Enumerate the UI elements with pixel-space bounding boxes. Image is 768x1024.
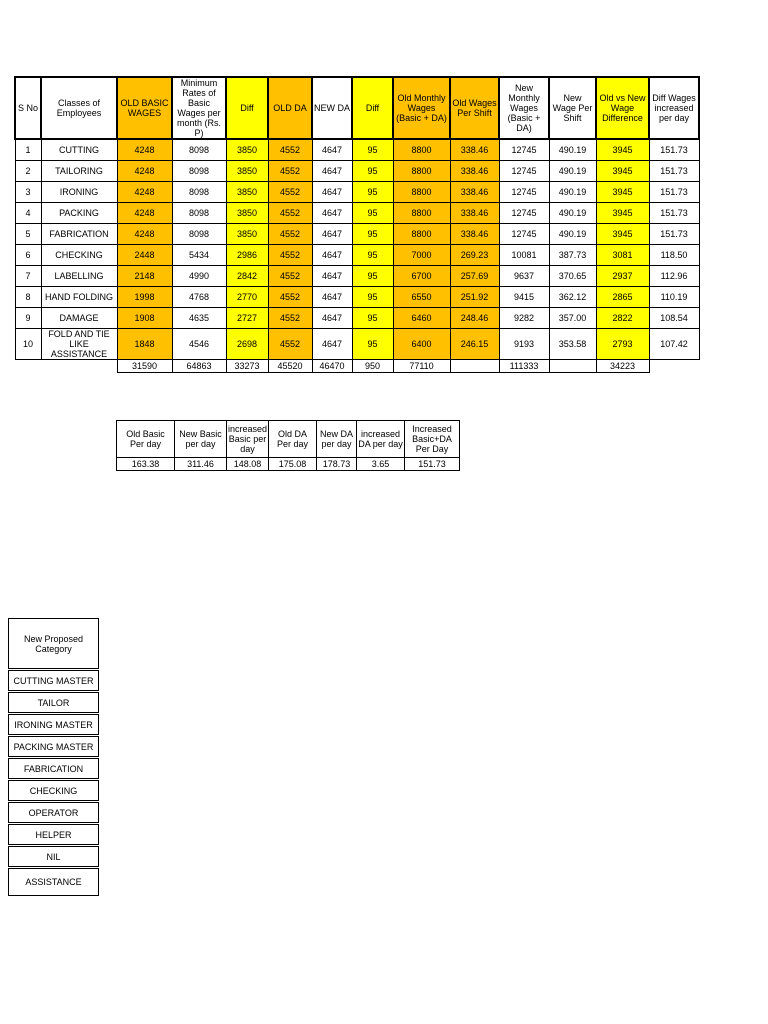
cell-new-monthly: 9415 xyxy=(499,287,549,308)
cell-old-monthly: 8800 xyxy=(393,161,450,182)
table-row xyxy=(15,203,699,224)
cell-old-vs-new: 3945 xyxy=(596,139,649,161)
header-old-basic: OLD BASIC WAGES xyxy=(117,77,172,139)
cell-sno: 7 xyxy=(15,266,41,287)
per-day-value: 178.73 xyxy=(317,458,357,471)
cell-old-da: 4552 xyxy=(268,224,312,245)
cell-old-monthly: 8800 xyxy=(393,224,450,245)
cell-old-shift: 248.46 xyxy=(450,308,499,329)
totals-blank xyxy=(549,360,596,373)
cell-min-rate: 4635 xyxy=(172,308,226,329)
category-row xyxy=(9,825,99,845)
cell-old-basic: 2448 xyxy=(117,245,172,266)
cell-diff1: 2770 xyxy=(226,287,268,308)
cell-new-monthly: 12745 xyxy=(499,182,549,203)
table-row xyxy=(15,224,699,245)
cell-old-monthly: 7000 xyxy=(393,245,450,266)
cell-diff2: 95 xyxy=(352,329,393,360)
header-old-monthly: Old Monthly Wages (Basic + DA) xyxy=(393,77,450,139)
cell-diff-day: 151.73 xyxy=(649,203,699,224)
cell-diff1: 3850 xyxy=(226,224,268,245)
cell-old-vs-new: 3945 xyxy=(596,182,649,203)
cell-new-da: 4647 xyxy=(312,203,352,224)
cell-diff2: 95 xyxy=(352,161,393,182)
category-item: CUTTING MASTER xyxy=(9,671,99,691)
cell-new-da: 4647 xyxy=(312,266,352,287)
cell-old-shift: 338.46 xyxy=(450,182,499,203)
per-day-value: 148.08 xyxy=(227,458,269,471)
per-day-value: 3.65 xyxy=(357,458,405,471)
cell-old-monthly: 8800 xyxy=(393,203,450,224)
category-row xyxy=(9,693,99,713)
header-classes: Classes of Employees xyxy=(41,77,117,139)
cell-old-vs-new: 2793 xyxy=(596,329,649,360)
category-item: ASSISTANCE xyxy=(9,869,99,896)
cell-min-rate: 5434 xyxy=(172,245,226,266)
total-min-rate: 64863 xyxy=(172,360,226,373)
cell-sno: 4 xyxy=(15,203,41,224)
cell-diff1: 3850 xyxy=(226,161,268,182)
total-old-monthly: 77110 xyxy=(393,360,450,373)
per-day-header-row xyxy=(117,421,460,458)
category-row xyxy=(9,759,99,779)
cell-old-basic: 1848 xyxy=(117,329,172,360)
per-day-header: New DA per day xyxy=(317,421,357,458)
cell-min-rate: 8098 xyxy=(172,224,226,245)
cell-old-monthly: 6550 xyxy=(393,287,450,308)
cell-diff-day: 108.54 xyxy=(649,308,699,329)
header-new-da: NEW DA xyxy=(312,77,352,139)
cell-new-shift: 353.58 xyxy=(549,329,596,360)
cell-min-rate: 8098 xyxy=(172,139,226,161)
cell-old-da: 4552 xyxy=(268,329,312,360)
cell-old-da: 4552 xyxy=(268,287,312,308)
per-day-header: Increased Basic+DA Per Day xyxy=(405,421,460,458)
table-row xyxy=(15,308,699,329)
cell-old-da: 4552 xyxy=(268,266,312,287)
cell-diff1: 2842 xyxy=(226,266,268,287)
cell-cls: CHECKING xyxy=(41,245,117,266)
category-item: OPERATOR xyxy=(9,803,99,823)
totals-blank xyxy=(450,360,499,373)
new-proposed-category-table xyxy=(8,618,99,896)
cell-old-shift: 338.46 xyxy=(450,224,499,245)
cell-new-da: 4647 xyxy=(312,245,352,266)
cell-diff-day: 110.19 xyxy=(649,287,699,308)
cell-diff-day: 118.50 xyxy=(649,245,699,266)
header-new-wage-shift: New Wage Per Shift xyxy=(549,77,596,139)
cell-old-vs-new: 3945 xyxy=(596,224,649,245)
category-item: IRONING MASTER xyxy=(9,715,99,735)
cell-old-da: 4552 xyxy=(268,245,312,266)
per-day-header: increased Basic per day xyxy=(227,421,269,458)
cell-old-vs-new: 3081 xyxy=(596,245,649,266)
cell-old-basic: 4248 xyxy=(117,139,172,161)
cell-cls: TAILORING xyxy=(41,161,117,182)
cell-cls: IRONING xyxy=(41,182,117,203)
cell-diff2: 95 xyxy=(352,139,393,161)
table-row xyxy=(15,161,699,182)
cell-old-basic: 4248 xyxy=(117,161,172,182)
per-day-value: 311.46 xyxy=(175,458,227,471)
total-old-basic: 31590 xyxy=(117,360,172,373)
header-diff-da: Diff xyxy=(352,77,393,139)
cell-cls: HAND FOLDING xyxy=(41,287,117,308)
total-new-da: 46470 xyxy=(312,360,352,373)
category-header-row xyxy=(9,619,99,669)
cell-new-da: 4647 xyxy=(312,161,352,182)
per-day-header: New Basic per day xyxy=(175,421,227,458)
table-row xyxy=(15,266,699,287)
cell-diff-day: 151.73 xyxy=(649,182,699,203)
category-row xyxy=(9,715,99,735)
cell-old-vs-new: 2937 xyxy=(596,266,649,287)
cell-sno: 2 xyxy=(15,161,41,182)
cell-old-vs-new: 2822 xyxy=(596,308,649,329)
cell-diff2: 95 xyxy=(352,224,393,245)
header-sno: S No xyxy=(15,77,41,139)
category-row xyxy=(9,737,99,757)
cell-new-shift: 490.19 xyxy=(549,182,596,203)
cell-old-basic: 1908 xyxy=(117,308,172,329)
cell-diff1: 3850 xyxy=(226,139,268,161)
per-day-table xyxy=(116,420,460,471)
cell-sno: 5 xyxy=(15,224,41,245)
cell-old-basic: 4248 xyxy=(117,182,172,203)
cell-cls: DAMAGE xyxy=(41,308,117,329)
cell-sno: 6 xyxy=(15,245,41,266)
cell-old-basic: 4248 xyxy=(117,224,172,245)
per-day-header: increased DA per day xyxy=(357,421,405,458)
cell-diff1: 3850 xyxy=(226,182,268,203)
cell-new-shift: 362.12 xyxy=(549,287,596,308)
cell-new-shift: 370.65 xyxy=(549,266,596,287)
cell-old-vs-new: 3945 xyxy=(596,161,649,182)
cell-old-da: 4552 xyxy=(268,161,312,182)
totals-empty xyxy=(649,360,699,373)
cell-old-monthly: 6700 xyxy=(393,266,450,287)
cell-diff2: 95 xyxy=(352,308,393,329)
category-row xyxy=(9,869,99,896)
cell-diff1: 2986 xyxy=(226,245,268,266)
cell-old-monthly: 8800 xyxy=(393,182,450,203)
cell-diff-day: 112.96 xyxy=(649,266,699,287)
cell-diff-day: 151.73 xyxy=(649,224,699,245)
cell-diff1: 2698 xyxy=(226,329,268,360)
category-row xyxy=(9,781,99,801)
cell-min-rate: 4990 xyxy=(172,266,226,287)
cell-old-basic: 4248 xyxy=(117,203,172,224)
cell-new-da: 4647 xyxy=(312,329,352,360)
cell-min-rate: 8098 xyxy=(172,161,226,182)
category-row xyxy=(9,803,99,823)
table-row xyxy=(15,139,699,161)
cell-min-rate: 8098 xyxy=(172,203,226,224)
cell-old-monthly: 8800 xyxy=(393,139,450,161)
cell-diff2: 95 xyxy=(352,182,393,203)
cell-new-monthly: 9282 xyxy=(499,308,549,329)
cell-diff2: 95 xyxy=(352,287,393,308)
totals-row xyxy=(15,360,699,373)
cell-cls: FABRICATION xyxy=(41,224,117,245)
cell-cls: PACKING xyxy=(41,203,117,224)
cell-old-shift: 246.15 xyxy=(450,329,499,360)
total-diff1: 33273 xyxy=(226,360,268,373)
cell-min-rate: 4546 xyxy=(172,329,226,360)
cell-sno: 3 xyxy=(15,182,41,203)
table-row xyxy=(15,245,699,266)
cell-diff-day: 107.42 xyxy=(649,329,699,360)
category-item: CHECKING xyxy=(9,781,99,801)
totals-empty xyxy=(41,360,117,373)
header-row xyxy=(15,77,699,139)
header-new-monthly: New Monthly Wages (Basic + DA) xyxy=(499,77,549,139)
table-row xyxy=(15,329,699,360)
cell-old-da: 4552 xyxy=(268,308,312,329)
header-old-wages-shift: Old Wages Per Shift xyxy=(450,77,499,139)
cell-new-monthly: 12745 xyxy=(499,161,549,182)
cell-diff-day: 151.73 xyxy=(649,139,699,161)
cell-old-shift: 257.69 xyxy=(450,266,499,287)
cell-diff2: 95 xyxy=(352,203,393,224)
header-diff-wages-day: Diff Wages increased per day xyxy=(649,77,699,139)
cell-old-da: 4552 xyxy=(268,139,312,161)
cell-sno: 9 xyxy=(15,308,41,329)
cell-new-da: 4647 xyxy=(312,224,352,245)
per-day-value: 175.08 xyxy=(269,458,317,471)
per-day-values-row xyxy=(117,458,460,471)
category-item: TAILOR xyxy=(9,693,99,713)
cell-old-da: 4552 xyxy=(268,182,312,203)
category-item: FABRICATION xyxy=(9,759,99,779)
cell-diff1: 3850 xyxy=(226,203,268,224)
per-day-header: Old DA Per day xyxy=(269,421,317,458)
cell-cls: LABELLING xyxy=(41,266,117,287)
cell-new-shift: 490.19 xyxy=(549,224,596,245)
category-header: New Proposed Category xyxy=(9,619,99,669)
cell-old-monthly: 6400 xyxy=(393,329,450,360)
cell-cls: CUTTING xyxy=(41,139,117,161)
cell-new-monthly: 12745 xyxy=(499,139,549,161)
cell-min-rate: 8098 xyxy=(172,182,226,203)
total-old-vs-new: 34223 xyxy=(596,360,649,373)
category-item: HELPER xyxy=(9,825,99,845)
cell-new-shift: 490.19 xyxy=(549,161,596,182)
cell-old-da: 4552 xyxy=(268,203,312,224)
total-new-monthly: 111333 xyxy=(499,360,549,373)
cell-new-monthly: 9637 xyxy=(499,266,549,287)
cell-new-da: 4647 xyxy=(312,182,352,203)
cell-new-da: 4647 xyxy=(312,287,352,308)
cell-diff2: 95 xyxy=(352,245,393,266)
cell-sno: 1 xyxy=(15,139,41,161)
cell-min-rate: 4768 xyxy=(172,287,226,308)
header-old-da: OLD DA xyxy=(268,77,312,139)
header-diff-basic: Diff xyxy=(226,77,268,139)
cell-new-da: 4647 xyxy=(312,139,352,161)
cell-cls: FOLD AND TIE LIKE ASSISTANCE xyxy=(41,329,117,360)
total-old-da: 45520 xyxy=(268,360,312,373)
table-row xyxy=(15,182,699,203)
totals-empty xyxy=(15,360,41,373)
cell-sno: 10 xyxy=(15,329,41,360)
cell-sno: 8 xyxy=(15,287,41,308)
cell-new-monthly: 10081 xyxy=(499,245,549,266)
category-item: NIL xyxy=(9,847,99,867)
cell-old-vs-new: 3945 xyxy=(596,203,649,224)
wage-comparison-table xyxy=(14,76,700,373)
cell-new-shift: 490.19 xyxy=(549,139,596,161)
per-day-value: 163.38 xyxy=(117,458,175,471)
header-old-vs-new: Old vs New Wage Difference xyxy=(596,77,649,139)
cell-old-shift: 251.92 xyxy=(450,287,499,308)
table-row xyxy=(15,287,699,308)
cell-new-shift: 357.00 xyxy=(549,308,596,329)
cell-old-shift: 269.23 xyxy=(450,245,499,266)
total-diff2: 950 xyxy=(352,360,393,373)
cell-new-shift: 490.19 xyxy=(549,203,596,224)
cell-new-monthly: 12745 xyxy=(499,203,549,224)
per-day-value: 151.73 xyxy=(405,458,460,471)
cell-new-da: 4647 xyxy=(312,308,352,329)
cell-new-monthly: 12745 xyxy=(499,224,549,245)
cell-old-shift: 338.46 xyxy=(450,161,499,182)
cell-old-shift: 338.46 xyxy=(450,203,499,224)
per-day-header: Old Basic Per day xyxy=(117,421,175,458)
cell-old-vs-new: 2865 xyxy=(596,287,649,308)
cell-diff-day: 151.73 xyxy=(649,161,699,182)
cell-old-shift: 338.46 xyxy=(450,139,499,161)
cell-new-shift: 387.73 xyxy=(549,245,596,266)
category-row xyxy=(9,847,99,867)
cell-diff1: 2727 xyxy=(226,308,268,329)
category-item: PACKING MASTER xyxy=(9,737,99,757)
cell-old-basic: 1998 xyxy=(117,287,172,308)
cell-old-basic: 2148 xyxy=(117,266,172,287)
cell-old-monthly: 6460 xyxy=(393,308,450,329)
header-min-rates: Minimum Rates of Basic Wages per month (Rs. P) xyxy=(172,77,226,139)
cell-diff2: 95 xyxy=(352,266,393,287)
category-row xyxy=(9,671,99,691)
cell-new-monthly: 9193 xyxy=(499,329,549,360)
